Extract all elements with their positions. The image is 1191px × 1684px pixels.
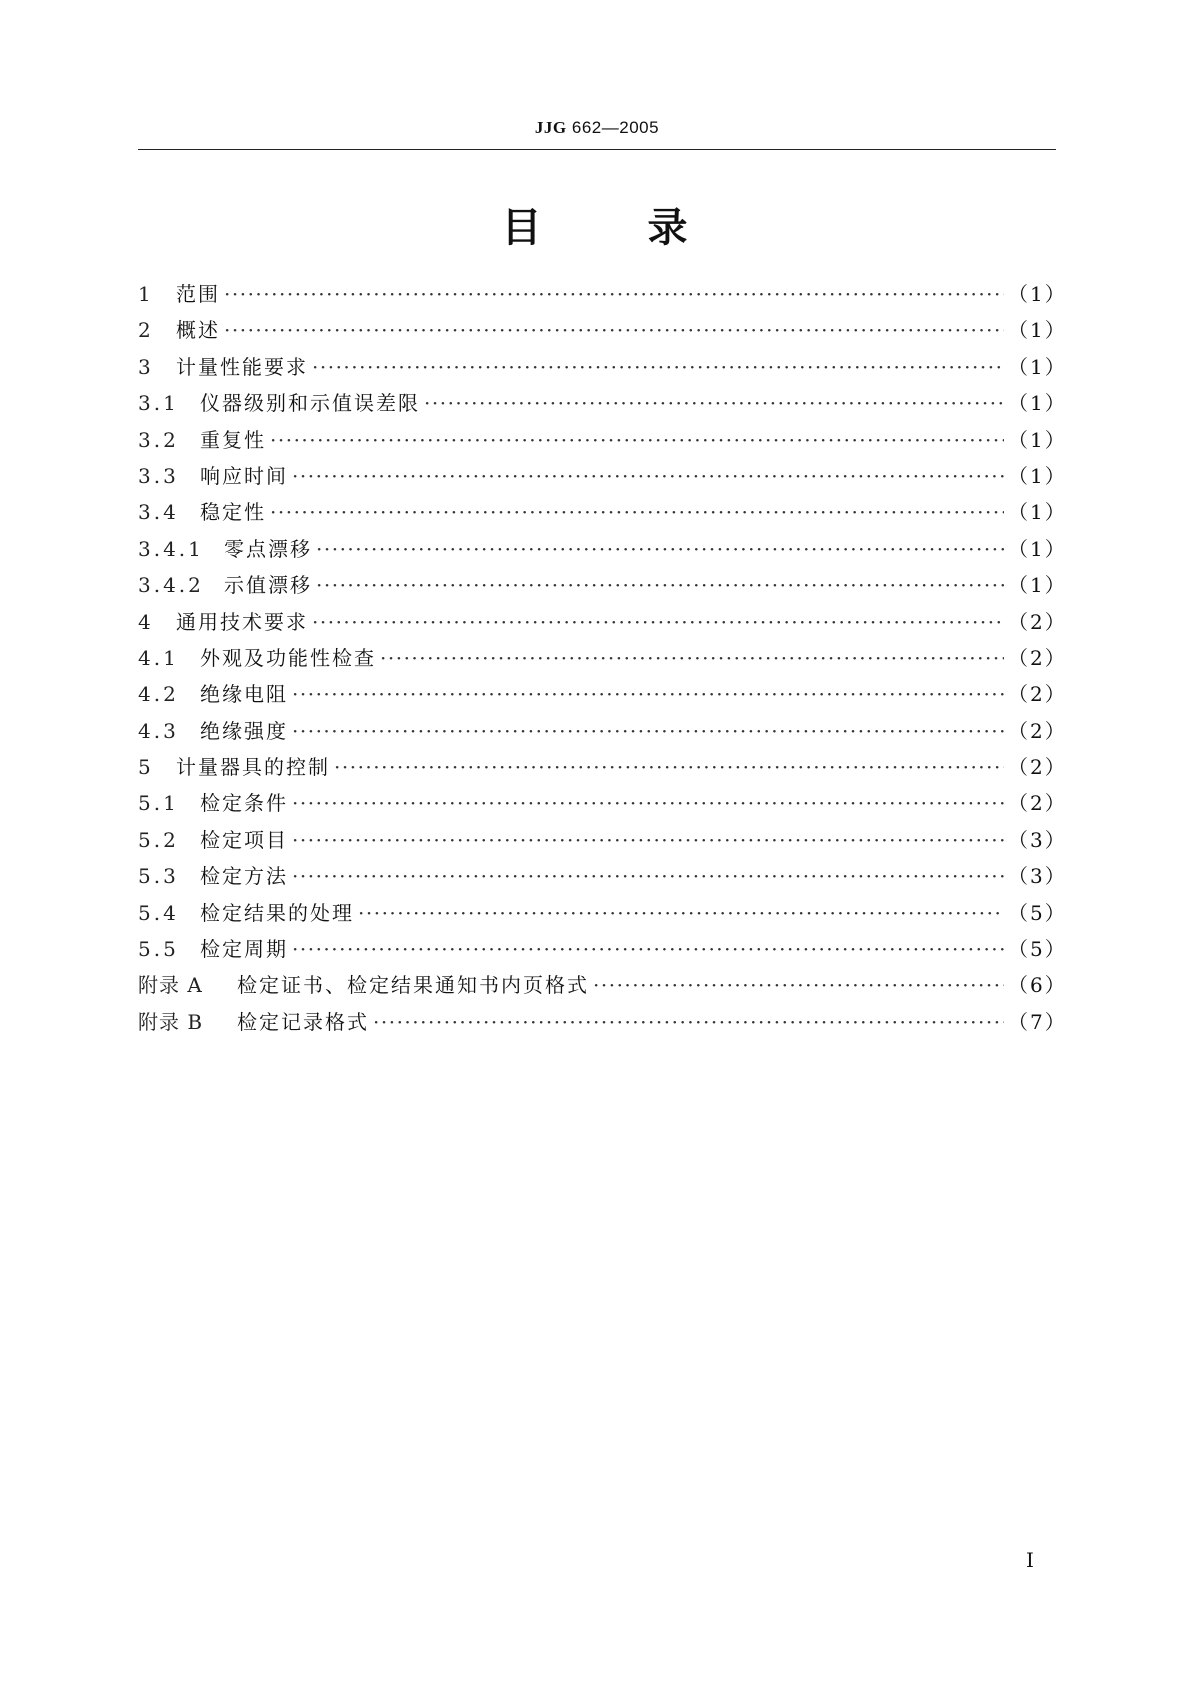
toc-entry-page: （1） [1008,391,1067,416]
toc-entry-label: 计量器具的控制 [176,755,330,780]
header-rule [138,149,1056,150]
toc-entry[interactable] [138,822,1067,858]
toc-title-char-2: 录 [647,205,690,251]
toc-dot-leader [316,531,1004,567]
toc-entry-page: （2） [1008,755,1067,780]
toc-dot-leader [316,567,1004,603]
toc-title [0,196,1191,253]
toc-dot-leader [292,785,1004,821]
toc-entry-page: （2） [1008,609,1067,634]
toc-dot-leader [373,1004,1004,1040]
toc-entry[interactable] [138,458,1067,494]
toc-dot-leader [380,640,1004,676]
toc-entry[interactable] [138,713,1067,749]
toc-entry-number: 3.4.2 [138,573,204,598]
toc-entry-number: 附录 A [138,973,203,998]
toc-dot-leader [312,604,1004,640]
toc-entry-number: 5.1 [138,791,179,816]
toc-entry-page: （1） [1008,354,1067,379]
toc-dot-leader [424,385,1004,421]
toc-dot-leader [224,312,1004,348]
toc-entry-label: 稳定性 [200,500,266,525]
toc-entry-label: 响应时间 [200,463,288,488]
toc-dot-leader [292,676,1004,712]
toc-entry-label: 示值漂移 [224,573,312,598]
toc-entry-label: 计量性能要求 [176,354,308,379]
toc-entry-appendix[interactable] [138,1004,1067,1040]
toc-entry-number: 4.1 [138,645,179,670]
toc-entry[interactable] [138,531,1067,567]
toc-entry-number: 1 [138,282,154,306]
toc-entry[interactable] [138,640,1067,676]
toc-entry-page: （2） [1008,682,1067,707]
toc-entry-number: 3.1 [138,391,179,416]
toc-dot-leader [270,422,1004,458]
page-header [138,118,1056,138]
toc-entry-number: 5 [138,755,154,780]
toc-entry-number: 3.3 [138,463,179,488]
toc-entry-page: （3） [1008,864,1067,889]
toc-entry-page: （3） [1008,827,1067,852]
toc-entry[interactable] [138,676,1067,712]
toc-entry-number: 3.4.1 [138,536,204,561]
toc-entry-page: （2） [1008,791,1067,816]
toc-entry[interactable] [138,931,1067,967]
toc-entry-label: 通用技术要求 [176,609,308,634]
toc-title-char-1: 目 [501,205,544,251]
toc-entry-page: （2） [1008,718,1067,743]
standard-code-number: 662—2005 [571,118,660,137]
toc-entry-number: 2 [138,318,154,343]
toc-entry-label: 范围 [176,282,220,306]
toc-entry-number: 4.2 [138,682,179,707]
toc-entry[interactable] [138,494,1067,530]
standard-code-prefix: JJG [534,118,567,137]
toc-entry-label: 绝缘强度 [200,718,288,743]
toc-entry[interactable] [138,276,1067,312]
toc-entry-number: 3.4 [138,500,179,525]
toc-dot-leader [292,713,1004,749]
toc-entry[interactable] [138,895,1067,931]
toc-dot-leader [224,276,1004,312]
toc-entry-label: 零点漂移 [224,536,312,561]
toc-entry-label: 检定周期 [200,937,288,962]
toc-entry-number: 5.2 [138,827,179,852]
toc-entry-number: 5.5 [138,937,179,962]
toc-entry[interactable] [138,312,1067,348]
toc-entry-label: 外观及功能性检查 [200,645,376,670]
toc-entry-page: （1） [1008,536,1067,561]
toc-entry-label: 检定条件 [200,791,288,816]
toc-entry-label: 检定记录格式 [237,1009,369,1034]
page-folio: Ⅰ [1026,1548,1034,1572]
toc-entry-label: 重复性 [200,427,266,452]
toc-dot-leader [312,349,1004,385]
toc-entry-page: （1） [1008,573,1067,598]
toc-entry[interactable] [138,604,1067,640]
toc-dot-leader [292,822,1004,858]
toc-entry-label: 检定项目 [200,827,288,852]
toc-entry-page: （1） [1008,463,1067,488]
toc-entry-number: 附录 B [138,1009,204,1034]
toc-entry[interactable] [138,785,1067,821]
toc-dot-leader [593,967,1004,1003]
toc-entry-page: （1） [1008,282,1067,306]
toc-dot-leader [292,931,1004,967]
table-of-contents [138,276,1067,1040]
toc-entry-label: 绝缘电阻 [200,682,288,707]
toc-entry-page: （5） [1008,937,1067,962]
toc-entry-number: 4.3 [138,718,179,743]
toc-entry[interactable] [138,749,1067,785]
toc-entry-label: 仪器级别和示值误差限 [200,391,420,416]
toc-entry[interactable] [138,349,1067,385]
toc-dot-leader [334,749,1004,785]
toc-entry-page: （5） [1008,900,1067,925]
toc-entry[interactable] [138,858,1067,894]
toc-entry-number: 5.3 [138,864,179,889]
toc-dot-leader [270,494,1004,530]
toc-entry-page: （2） [1008,645,1067,670]
toc-entry-number: 3 [138,354,154,379]
toc-entry[interactable] [138,385,1067,421]
toc-entry-page: （1） [1008,427,1067,452]
toc-entry-label: 概述 [176,318,220,343]
toc-entry-number: 4 [138,609,154,634]
toc-entry-page: （1） [1008,500,1067,525]
toc-dot-leader [358,895,1004,931]
toc-entry[interactable] [138,422,1067,458]
toc-entry-page: （1） [1008,318,1067,343]
toc-dot-leader [292,858,1004,894]
toc-entry-page: （7） [1008,1009,1067,1034]
toc-entry-label: 检定方法 [200,864,288,889]
toc-dot-leader [292,458,1004,494]
toc-entry[interactable] [138,567,1067,603]
toc-entry-label: 检定证书、检定结果通知书内页格式 [237,973,589,998]
toc-entry-label: 检定结果的处理 [200,900,354,925]
toc-entry-number: 5.4 [138,900,179,925]
toc-entry-appendix[interactable] [138,967,1067,1003]
toc-entry-number: 3.2 [138,427,179,452]
toc-entry-page: （6） [1008,973,1067,998]
